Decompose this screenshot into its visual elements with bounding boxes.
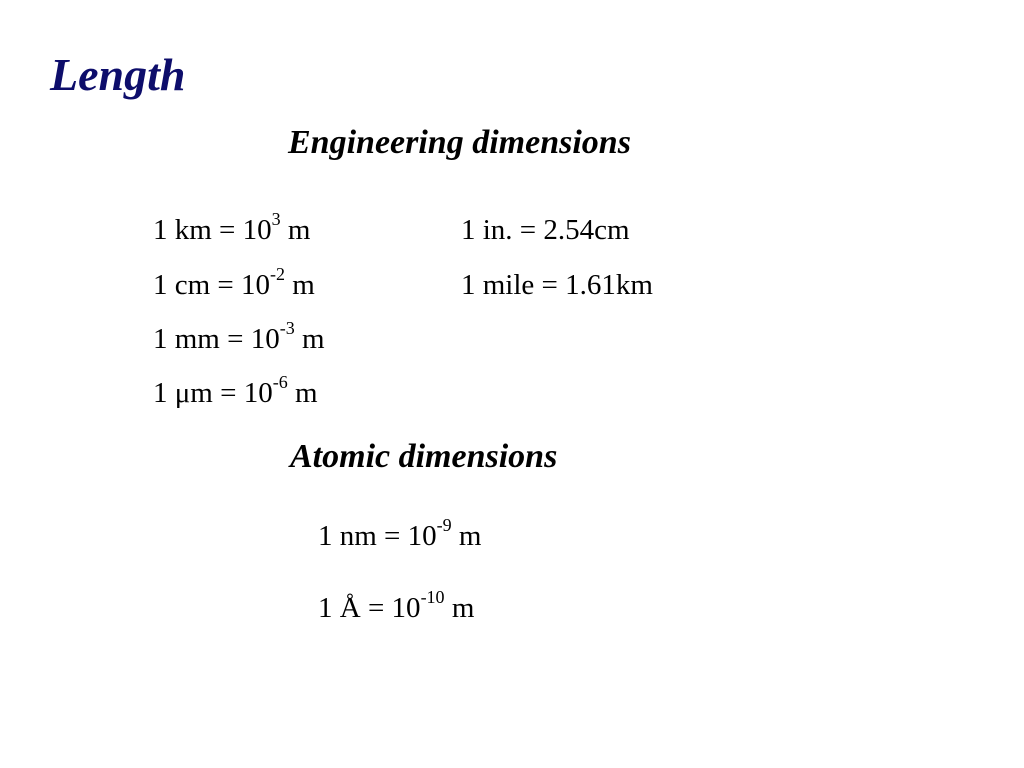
exponent: -9 — [436, 515, 452, 536]
conversion-cm: 1 cm = $10^{-2}$ m — [153, 264, 315, 301]
conversion-mm: 1 mm = $10^{-3}$ m — [153, 318, 325, 355]
slide-title: Length — [50, 49, 186, 100]
conversion-km: 1 km = $10^3$ m — [153, 209, 311, 246]
conversion-angstrom: 1 Å = $10^{-10}$ m — [318, 587, 475, 624]
exponent: 3 — [271, 209, 281, 230]
atomic-heading: Atomic dimensions — [290, 438, 558, 475]
conversion-nm: 1 nm = $10^{-9}$ m — [318, 515, 482, 552]
conversion-inch: 1 in. = 2.54cm — [461, 214, 630, 246]
exponent: -2 — [270, 264, 286, 285]
exponent: -6 — [272, 372, 288, 393]
engineering-heading: Engineering dimensions — [288, 124, 631, 161]
exponent: -3 — [279, 318, 295, 339]
conversion-mile: 1 mile = 1.61km — [461, 269, 653, 301]
exponent: -10 — [420, 587, 445, 608]
conversion-um: 1 $\mu m = 10^{-6}$ m — [153, 372, 318, 409]
